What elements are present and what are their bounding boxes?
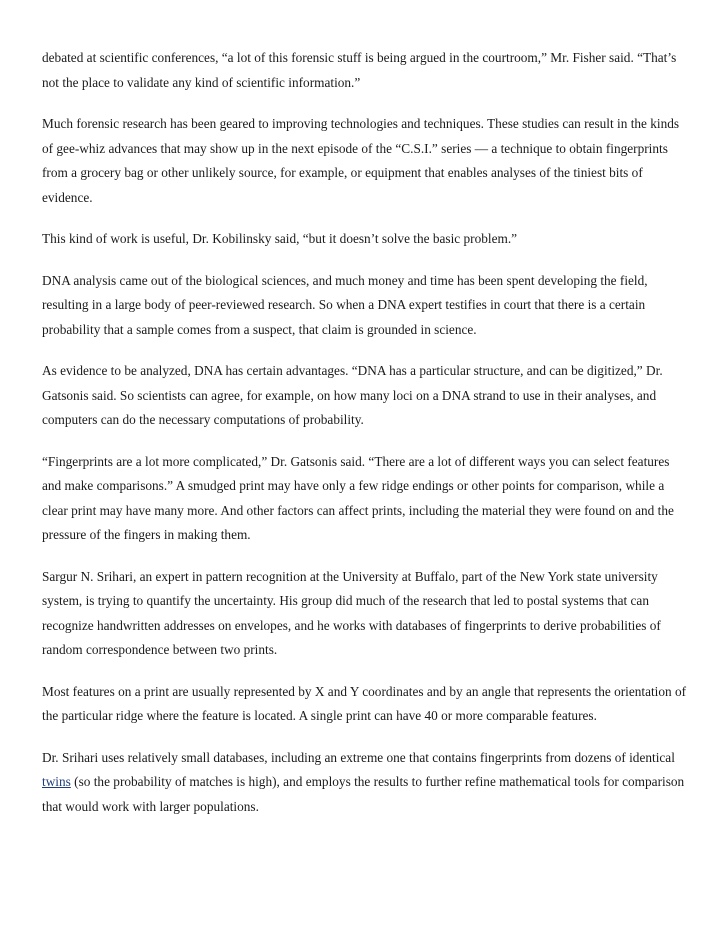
paragraph-1: debated at scientific conferences, “a lot of this forensic stuff is being argued in the courtroom,” Mr. Fisher said. “That’s not the place to validate any kind of scientific information.” <box>42 50 677 90</box>
paragraph-3: This kind of work is useful, Dr. Kobilinsky said, “but it doesn’t solve the basic problem.” <box>42 231 518 246</box>
paragraph-2: Much forensic research has been geared to improving technologies and techniques. These studies can result in the kinds of gee-whiz advances that may show up in the next episode of the “C.S.I.” series — a technique to obtain fingerprints from a grocery bag or other unlikely source, for example, or equipment that enables analyses of the tiniest bits of evidence. <box>42 116 680 205</box>
paragraph-5: As evidence to be analyzed, DNA has certain advantages. “DNA has a particular structure, and can be digitized,” Dr. Gatsonis said. So scientists can agree, for example, on how many loci on a DNA strand to use in their analyses, and computers can do the necessary computations of probability. <box>42 363 663 427</box>
paragraph-6: “Fingerprints are a lot more complicated,” Dr. Gatsonis said. “There are a lot of different ways you can select features and make comparisons.” A smudged print may have only a few ridge endings or other points for comparison, while a clear print may have many more. And other factors can affect prints, including the material they were found on and the pressure of the fingers in making them. <box>42 453 674 542</box>
paragraph-9-text-before-link: Dr. Srihari uses relatively small databases, including an extreme one that contains fingerprints from dozens of identical <box>42 749 675 765</box>
article-body <box>42 46 688 836</box>
twins-link[interactable]: twins <box>42 774 71 789</box>
paragraph-4: DNA analysis came out of the biological sciences, and much money and time has been spent developing the field, resulting in a large body of peer-reviewed research. So when a DNA expert testifies in court that there is a certain probability that a sample comes from a suspect, that claim is grounded in science. <box>42 272 648 337</box>
paragraph-9-text-after-link: (so the probability of matches is high), and employs the results to further refine mathematical tools for comparison that would work with larger populations. <box>42 774 685 814</box>
paragraph-7: Sargur N. Srihari, an expert in pattern recognition at the University at Buffalo, part of the New York state university system, is trying to quantify the uncertainty. His group did much of the research that led to postal systems that can recognize handwritten addresses on envelopes, and he works with databases of fingerprints to derive probabilities of random correspondence between two prints. <box>42 568 661 657</box>
paragraph-8: Most features on a print are usually represented by X and Y coordinates and by an angle that represents the orientation of the particular ridge where the feature is located. A single print can have 40 or more comparable features. <box>42 683 687 723</box>
paragraph-9 <box>42 746 688 820</box>
